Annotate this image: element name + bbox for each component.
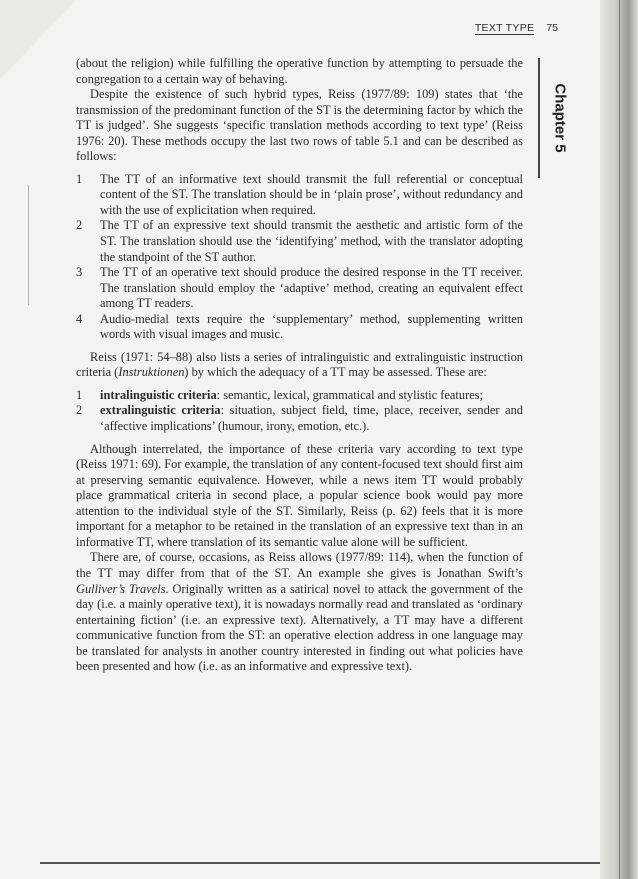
criteria-list	[76, 388, 523, 435]
list-item	[76, 218, 523, 265]
running-title: TEXT TYPE	[474, 22, 535, 34]
chapter-tab-bar	[538, 58, 540, 178]
bottom-rule	[40, 862, 600, 864]
running-header	[458, 22, 558, 35]
paragraph: Despite the existence of such hybrid types, Reiss (1977/89: 109) states that ‘the transmission of the predominant function of the ST is the determining factor by which the TT is judged’. She suggests ‘specific translation methods according to text type’ (Reiss 1976: 20). These methods occupy the last two rows of table 5.1 and can be described as follows:	[76, 87, 523, 164]
methods-list	[76, 172, 523, 343]
list-item-text: Audio-medial texts require the ‘supplementary’ method, supplementing written words with visual images and music.	[100, 311, 523, 342]
list-item-text: The TT of an expressive text should transmit the aesthetic and artistic form of the ST. The translation should use the ‘identifying’ method, with the translator adopting the standpoint of the ST author.	[100, 218, 523, 264]
list-item-text: The TT of an operative text should produce the desired response in the TT receiver. The translation should employ the ‘adaptive’ method, creating an equivalent effect among TT readers.	[100, 265, 523, 311]
list-item-text: The TT of an informative text should transmit the full referential or conceptual content of the ST. The translation should be in ‘plain prose’, without redundancy and with the use of explicitation when required.	[100, 171, 523, 217]
list-item	[76, 265, 523, 312]
page-number: 75	[546, 22, 558, 34]
list-number: 1	[76, 171, 83, 186]
list-number: 3	[76, 265, 83, 280]
body-text	[76, 56, 523, 675]
paragraph: Reiss (1971: 54–88) also lists a series of intralinguistic and extralinguistic instruction criteria (Instruktionen) by which the adequacy of a TT may be assessed. These are:	[76, 349, 523, 380]
paragraph: There are, of course, occasions, as Reiss allows (1977/89: 114), when the function of the TT may differ from that of the ST. An example she gives is Jonathan Swift’s Gulliver’s Travels. Originally written as a satirical novel to attack the government of the day (i.e. a mainly operative text), it is nowadays normally read and translated as ‘ordinary entertaining fiction’ (i.e. an expressive text). Alternatively, a TT may have a different communicative function from the ST: an operative election address in one language may be translated for analysts in another country interested in finding out what policies have been presented and how (i.e. as an informative and expressive text).	[76, 550, 524, 674]
chapter-label: Chapter 5	[551, 83, 569, 153]
list-number: 2	[76, 218, 83, 233]
list-item	[76, 403, 523, 434]
paragraph: (about the religion) while fulfilling the operative function by attempting to persuade the congregation to a certain way of behaving.	[76, 56, 523, 86]
list-item-text: : semantic, lexical, grammatical and stylistic features;	[216, 387, 483, 402]
criteria-term: extralinguistic criteria	[100, 403, 221, 418]
list-item	[76, 312, 523, 343]
list-item	[76, 388, 523, 404]
paragraph: Although interrelated, the importance of these criteria vary according to text type (Reiss 1971: 69). For example, the translation of any content-focused text should first aim at preserving semantic equivalence. However, while a news item TT would probably place grammatical criteria in second place, a popular science book would pay more attention to the individual style of the ST. Similarly, Reiss (p. 62) feels that it is more important for a metaphor to be retained in the translation of an expressive text than in an informative TT, where translation of its semantic value alone will be sufficient.	[76, 441, 523, 549]
list-number: 4	[76, 311, 83, 326]
list-number: 1	[76, 387, 83, 402]
criteria-term: intralinguistic criteria	[100, 387, 217, 402]
margin-mark	[28, 185, 29, 305]
list-item	[76, 172, 523, 219]
page-gutter-edge	[619, 0, 620, 879]
list-number: 2	[76, 403, 83, 418]
chapter-tab	[530, 58, 582, 178]
list-item-text: : situation, subject field, time, place, receiver, sender and ‘affective implications’ (humour, irony, emotion, etc.).	[100, 403, 523, 434]
